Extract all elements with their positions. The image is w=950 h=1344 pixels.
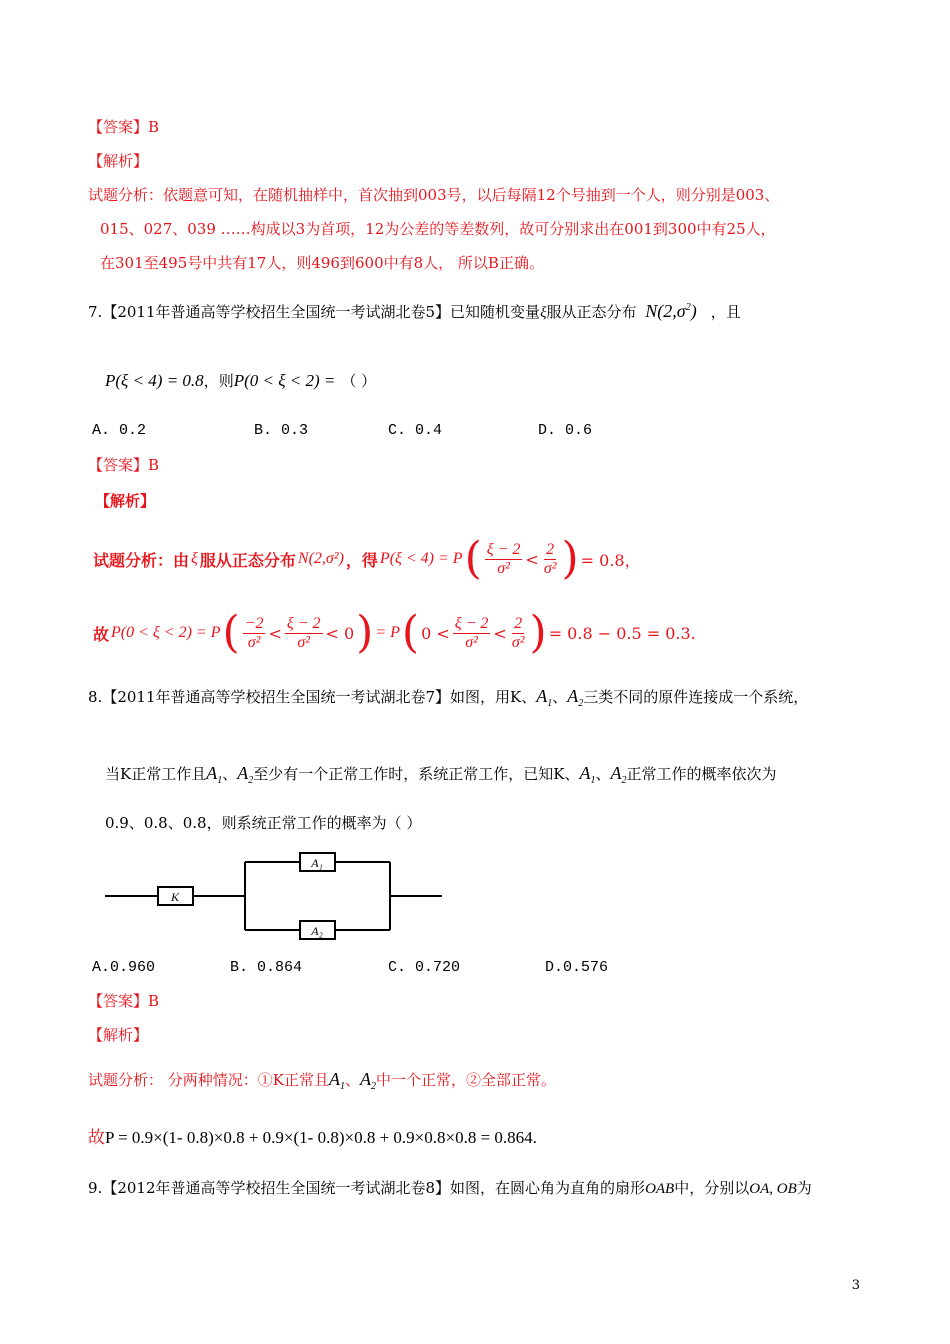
q7-option-a: A. 0.2: [92, 422, 147, 439]
q7-sol2-result: = 0.8 − 0.5 = 0.3.: [548, 623, 696, 643]
page-number: 3: [851, 1278, 860, 1293]
q8-a1: $A_1$: [536, 686, 553, 709]
circuit-a2-label: A₂: [311, 924, 323, 938]
q7-cond-then: ，则: [203, 372, 234, 390]
q8-option-a: A.0.960: [92, 959, 156, 976]
q7-sol2-frac-b: $\frac{\xi - 2}{\text{σ²}}$: [286, 614, 321, 651]
q6-answer: 【答案】B: [88, 118, 160, 136]
q7-option-b: B. 0.3: [254, 422, 309, 439]
q7-sol1-result: = 0.8，: [580, 550, 641, 570]
q8-a2: $A_2$: [567, 686, 584, 709]
q7-sol2-prefix: 故: [93, 624, 110, 644]
q7-xi: ξ: [540, 305, 547, 321]
q7-dist: $N(2,\sigma^2)$: [645, 301, 697, 321]
q7-stem-text: 已知随机变量: [450, 303, 541, 321]
q8-stem2-mid: 至少有一个正常工作时，系统正常工作，已知K、: [253, 765, 580, 783]
q6-analysis-line2: 015、027、039 ……构成以3为首项，12为公差的等差数列，故可分别求出在001到300中有25人，: [100, 220, 776, 238]
q7-condition: [105, 371, 376, 391]
q7-sol2-frac-a: $\frac{-2}{\text{σ²}}$: [244, 614, 264, 651]
q7-option-c: C. 0.4: [388, 422, 443, 439]
q7-stem: [88, 298, 741, 323]
q7-answer: 【答案】B: [88, 456, 160, 474]
q7-sol1-get: ，得: [345, 550, 378, 570]
q7-ask: P(0 < ξ < 2) =: [233, 371, 336, 390]
q7-sol1-prefix: 试题分析：由: [93, 550, 190, 570]
q8-solution-line2: 故P = 0.9×(1- 0.8)×0.8 + 0.9×(1- 0.8)×0.8 + 0.9×0.8×0.8 = 0.864.: [88, 1128, 537, 1148]
q8-stem2-start: 当K正常工作且: [105, 765, 207, 783]
q7-sol1-eq-left: P(ξ < 4) = P: [379, 550, 463, 567]
q7-sol2-frac-c: $\frac{\xi - 2}{\text{σ²}}$: [454, 614, 489, 651]
circuit-a1-label: A₁: [311, 856, 323, 870]
q7-option-d: D. 0.6: [538, 422, 593, 439]
q7-sol1-frac1: $\frac{\xi - 2}{\text{σ²}}$: [486, 540, 521, 577]
q8-stem1-end: 三类不同的原件连接成一个系统，: [583, 688, 809, 706]
q7-sol2-p1: P(0 < ξ < 2) = P: [111, 624, 221, 641]
q8-option-b: B. 0.864: [230, 959, 303, 976]
q7-sol1-frac2: $\frac{2}{\text{σ²}}$: [543, 540, 557, 577]
q8-number: 8.: [88, 688, 103, 706]
q8-analysis-heading: 【解析】: [88, 1026, 149, 1044]
q8-answer: 【答案】B: [88, 992, 160, 1010]
q8-stem-line3: 0.9、0.8、0.8，则系统正常工作的概率为（ ）: [105, 814, 422, 832]
q8-solution-line1: 试题分析： 分两种情况：①K正常且$A_1$、$A_2$中一个正常，②全部正常。: [88, 1069, 557, 1092]
q7-stem-text2: 服从正态分布: [546, 303, 637, 321]
q6-analysis-line1: 试题分析：依题意可知，在随机抽样中，首次抽到003号，以后每隔12个号抽到一个人，则分别是003、: [88, 186, 780, 204]
circuit-k-label: K: [170, 890, 180, 904]
q8-source: 【2011年普通高等学校招生全国统一考试湖北卷7】: [102, 688, 451, 706]
q8-stem2-end: 正常工作的概率依次为: [626, 765, 777, 783]
q7-source: 【2011年普通高等学校招生全国统一考试湖北卷5】: [102, 303, 451, 321]
q8-stem-line1: 8.【2011年普通高等学校招生全国统一考试湖北卷7】如图，用K、$A_1$、$A_2$三类不同的原件连接成一个系统，: [88, 686, 809, 709]
q7-analysis-heading: 【解析】: [95, 492, 156, 510]
q9-source: 【2012年普通高等学校招生全国统一考试湖北卷8】: [102, 1179, 451, 1197]
q7-solution-line1: 试题分析：由 ξ 服从正态分布 N(2,σ²) ，得 P(ξ < 4) = P ( $\frac{\xi - 2}{\text{σ²}}$ < $\frac{2}{\text{σ²}}$ ) = 0.8，: [93, 533, 641, 584]
q7-sol1-mid: 服从正态分布: [199, 550, 296, 570]
q8-option-d: D.0.576: [545, 959, 609, 976]
q7-sol1-dist: N(2,σ²): [297, 550, 344, 567]
q7-ask-paren: （ ）: [341, 372, 377, 390]
q7-sol1-xi: ξ: [191, 550, 198, 567]
q9-oa-ob: OA, OB: [749, 1181, 797, 1197]
q8-stem1: 如图，用K、: [450, 688, 537, 706]
q8-circuit-diagram: [100, 848, 450, 940]
q9-stem-text: 如图，在圆心角为直角的扇形: [450, 1179, 646, 1197]
q8-stem-line2: 当K正常工作且$A_1$、$A_2$至少有一个正常工作时，系统正常工作，已知K、$A_1$、$A_2$正常工作的概率依次为: [105, 763, 777, 786]
q6-analysis-heading: 【解析】: [88, 152, 149, 170]
q7-sol2-frac-d: $\frac{2}{\text{σ²}}$: [511, 614, 525, 651]
q9-oab: OAB: [645, 1181, 675, 1197]
q9-number: 9.: [88, 1179, 103, 1197]
q9-stem: 9.【2012年普通高等学校招生全国统一考试湖北卷8】如图，在圆心角为直角的扇形OAB中，分别以OA, OB为: [88, 1179, 812, 1197]
q7-solution-line2: 故 P(0 < ξ < 2) = P ( $\frac{-2}{\text{σ²}}$ < $\frac{\xi - 2}{\text{σ²}}$ < 0 ) = P ( 0 < $\frac{\xi - 2}{\text{σ²}}$ < $\frac{2}{\text{σ²}}$ ) = 0.8 − 0.5 = 0.3.: [93, 607, 696, 658]
q7-cond: P(ξ < 4) = 0.8: [105, 371, 204, 390]
q8-option-c: C. 0.720: [388, 959, 461, 976]
q7-stem-end: ，且: [710, 303, 741, 321]
q7-number: 7.: [88, 303, 103, 321]
q6-analysis-line3: 在301至495号中共有17人，则496到600中有8人， 所以B正确。: [100, 254, 544, 272]
